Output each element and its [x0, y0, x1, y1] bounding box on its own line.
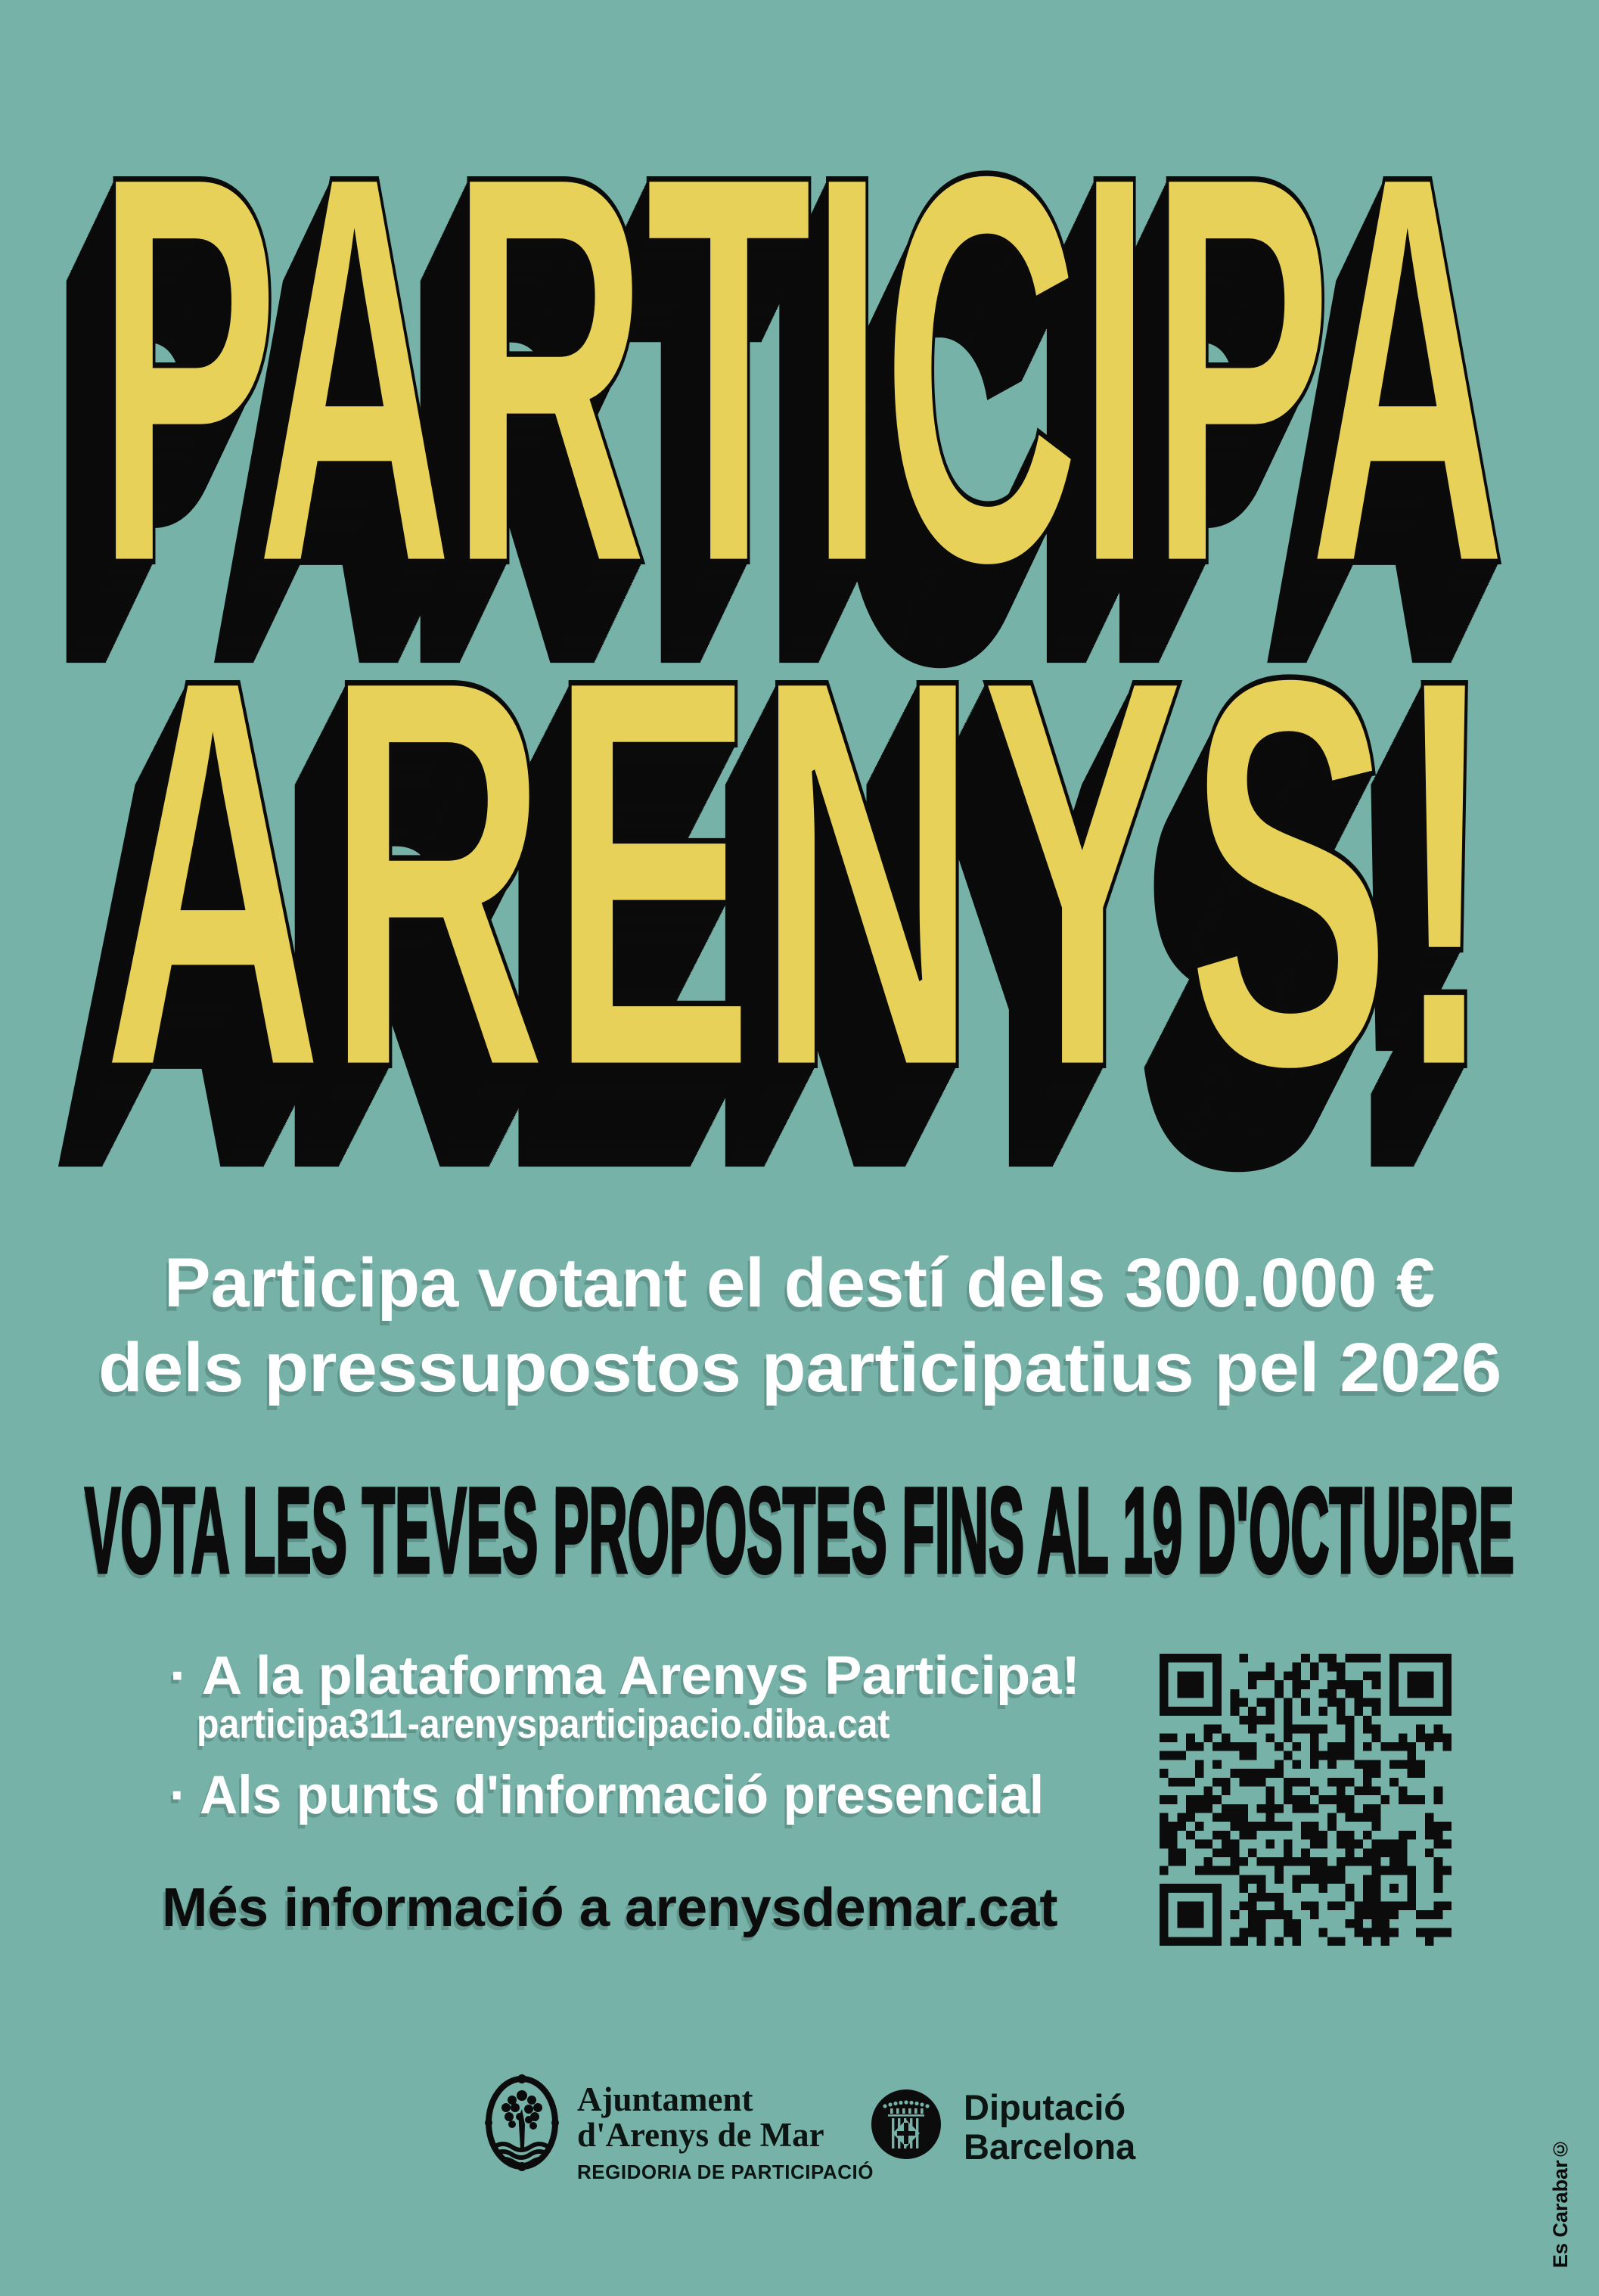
- diputacio-logo-icon: [871, 2089, 941, 2159]
- diputacio-logo-text: [964, 2088, 1135, 2167]
- ajuntament-line2: d'Arenys de Mar: [577, 2116, 824, 2154]
- ajuntament-seal-icon: [485, 2074, 559, 2171]
- channel-platform-url: participa311-arenysparticipacio.diba.cat: [197, 1701, 890, 1747]
- ajuntament-department: REGIDORIA DE PARTICIPACIÓ: [577, 2161, 874, 2183]
- poster-title-line2: ARENYS!: [101, 561, 1498, 1185]
- diputacio-line2: Barcelona: [964, 2127, 1136, 2167]
- channel-inperson-label: · Als punts d'informació presencial: [169, 1766, 1045, 1825]
- diputacio-line1: Diputació: [964, 2087, 1126, 2127]
- poster-title-line1: PARTICIPA: [96, 57, 1504, 681]
- subtitle-line2: dels pressupostos participatius pel 2026: [98, 1329, 1501, 1406]
- qr-code-icon: [1160, 1654, 1452, 1946]
- ajuntament-line1: Ajuntament: [577, 2080, 753, 2118]
- subtitle-line1: Participa votant el destí dels 300.000 €: [164, 1244, 1436, 1322]
- studio-credit: Es Carabar©: [1549, 2137, 1572, 2268]
- ajuntament-logo-text: [577, 2082, 874, 2184]
- deadline-headline: VOTA LES TEVES PROPOSTES FINS AL 19 D'OCTUBRE: [85, 1462, 1514, 1598]
- more-info-text: Més informació a arenysdemar.cat: [162, 1878, 1058, 1938]
- channel-platform-label: · A la plataforma Arenys Participa!: [169, 1646, 1081, 1706]
